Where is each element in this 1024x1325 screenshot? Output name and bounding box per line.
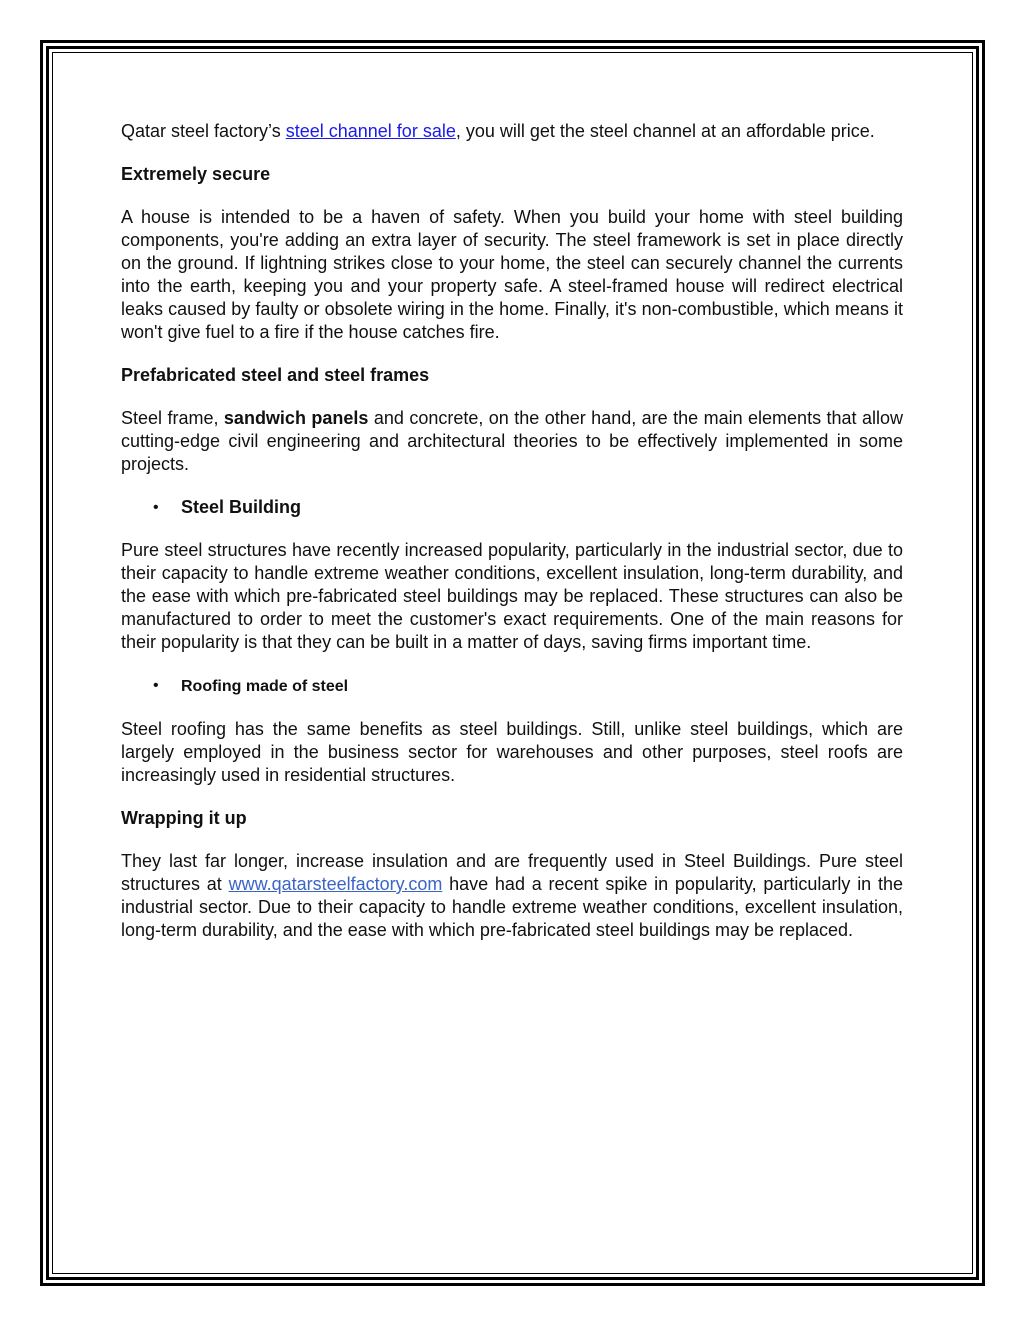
list-item (121, 674, 903, 698)
wrapping-paragraph: They last far longer, increase insulation and are frequently used in Steel Buildings. Pure steel structures at www.qatarsteelfactory.com have had a recent spike in popularity, particularly in the industrial sector. Due to their capacity to handle extreme weather conditions, excellent insulation, long-term durability, and the ease with which pre-fabricated steel buildings may be replaced. (121, 851, 903, 940)
security-paragraph: A house is intended to be a haven of safety. When you build your home with steel building components, you're adding an extra layer of security. The steel framework is set in place directly on the ground. If lightning strikes close to your home, the steel can securely channel the currents into the earth, keeping you and your property safe. A steel-framed house will redirect electrical leaks caused by faulty or obsolete wiring in the home. Finally, it's non-combustible, which means it won't give fuel to a fire if the house catches fire. (121, 207, 903, 342)
list-item (121, 496, 903, 519)
bullet-label-roofing: Roofing made of steel (181, 678, 349, 695)
document-body (121, 120, 903, 962)
bullet-list-roofing (121, 674, 903, 698)
bullet-icon: • (153, 499, 159, 516)
website-link[interactable]: www.qatarsteelfactory.com (228, 874, 443, 894)
heading-wrapping-it-up: Wrapping it up (121, 808, 247, 828)
bullet-label-steel-building: Steel Building (181, 497, 302, 517)
roofing-paragraph: Steel roofing has the same benefits as steel buildings. Still, unlike steel buildings, which are largely employed in the business sector for warehouses and other purposes, steel roofs are increasingly used in residential structures. (121, 719, 903, 785)
intro-paragraph: Qatar steel factory’s steel channel for sale, you will get the steel channel at an affordable price. (121, 121, 875, 141)
sandwich-panels-bold: sandwich panels (223, 408, 369, 428)
heading-prefabricated-steel: Prefabricated steel and steel frames (121, 365, 430, 385)
prefabricated-paragraph: Steel frame, sandwich panels and concrete, on the other hand, are the main elements that allow cutting-edge civil engineering and architectural theories to be effectively implemented in some projects. (121, 408, 903, 474)
bullet-list-steel-building (121, 496, 903, 519)
bullet-icon: • (153, 677, 159, 694)
steel-channel-link[interactable]: steel channel for sale (285, 121, 456, 141)
steel-building-paragraph: Pure steel structures have recently increased popularity, particularly in the industrial sector, due to their capacity to handle extreme weather conditions, excellent insulation, long-term durability, and the ease with which pre-fabricated steel buildings may be replaced. These structures can also be manufactured to order to meet the customer's exact requirements. One of the main reasons for their popularity is that they can be built in a matter of days, saving firms important time. (121, 540, 903, 652)
heading-extremely-secure: Extremely secure (121, 164, 271, 184)
